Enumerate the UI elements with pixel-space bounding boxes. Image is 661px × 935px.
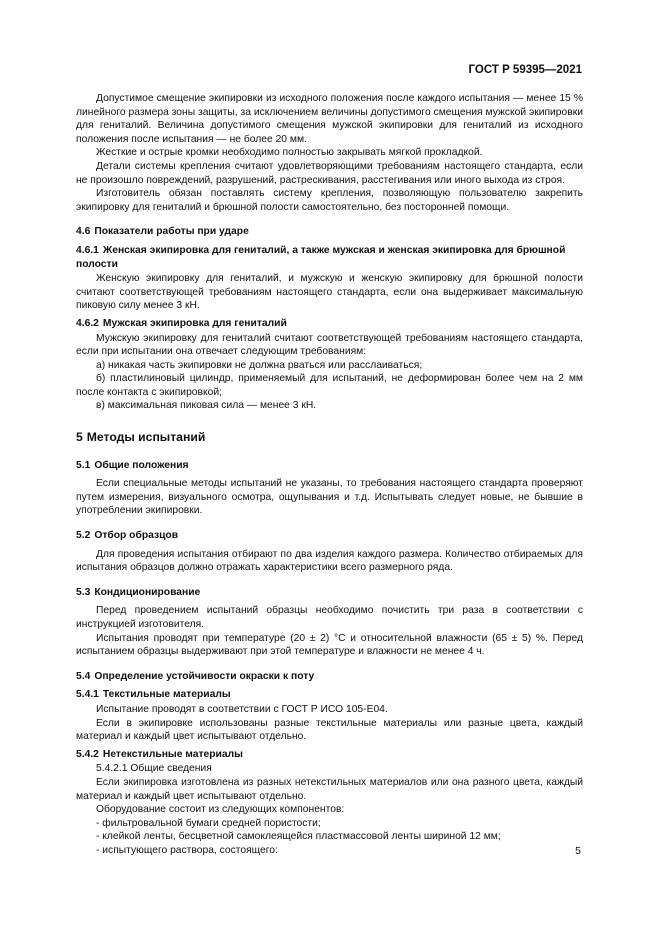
heading-text: Определение устойчивости окраски к поту — [94, 670, 315, 682]
paragraph: Детали системы крепления считают удовлетворяющими требованиям настоящего стандарта, если не произошло повреждений, разрушений, растрескивания, расстегивания или иного выхода из строя. — [76, 160, 583, 186]
paragraph: Допустимое смещение экипировки из исходного положения после каждого испытания — менее 15 % линейного размера зоны защиты, за исключением величины допустимого смещения мужской экипировки для гениталий. Величина допустимого смещения мужской экипировки для гениталий из исходного положения после испытания — не более 20 мм. — [76, 93, 583, 145]
paragraph: Испытания проводят при температуре (20 ± 2) °С и относительной влажности (65 ± 5) %. Перед испытанием образцы выдерживают при этой температуре и влажности не менее 4 ч. — [76, 632, 583, 658]
item-heading — [76, 748, 583, 762]
paragraph: - испытующего раствора, состоящего: — [96, 844, 278, 856]
paragraph: Изготовитель обязан поставлять систему крепления, позволяющую пользователю закрепить экипировку для гениталий и брюшной полости самостоятельно, без посторонней помощи. — [76, 188, 583, 213]
heading-number: 4.6.1 — [76, 244, 99, 256]
subsection-heading — [76, 459, 583, 473]
heading-number: 5.1 — [76, 459, 91, 471]
heading-number: 5.2 — [76, 530, 91, 542]
heading-number: 4.6.2 — [76, 317, 99, 329]
paragraph: 5.4.2.1 Общие сведения — [96, 763, 212, 775]
paragraph: б) пластилиновый цилиндр, применяемый для испытаний, не деформирован более чем на 2 мм после контакта с экипировкой; — [76, 373, 583, 398]
paragraph: - клейкой ленты, бесцветной самоклеящейся пластмассовой ленты шириной 12 мм; — [96, 831, 501, 843]
section-heading — [76, 431, 583, 445]
paragraph: Если экипировка изготовлена из разных нетекстильных материалов или она разного цвета, каждый материал и каждый цвет испытывают отдельно. — [76, 776, 583, 802]
heading-text: Кондиционирование — [94, 586, 201, 598]
paragraph: а) никакая часть экипировки не должна рваться или расслаиваться; — [96, 359, 423, 371]
item-heading — [76, 688, 583, 702]
heading-text: Отбор образцов — [94, 530, 179, 542]
paragraph: Если специальные методы испытаний не указаны, то требования настоящего стандарта проверяют путем измерения, визуального осмотра, ощупывания и т.д. Испытывать следует новые, не бывшие в употреблении экипировки. — [76, 478, 583, 517]
heading-text: Общие положения — [94, 459, 189, 471]
heading-text: Методы испытаний — [86, 430, 206, 445]
item-heading — [76, 244, 583, 271]
heading-text: Мужская экипировка для гениталий — [102, 317, 287, 329]
paragraph: Мужскую экипировку для гениталий считают соответствующей требованиям настоящего стандарта, если при испытании она отвечает следующим требованиям: — [76, 332, 583, 358]
heading-number: 5.3 — [76, 586, 91, 598]
document-body — [76, 92, 583, 858]
paragraph: - фильтровальной бумаги средней пористости; — [96, 817, 321, 829]
heading-text: Текстильные материалы — [102, 689, 231, 701]
paragraph: Женскую экипировку для гениталий, и мужскую и женскую экипировку для брюшной полости считают соответствующей требованиям настоящего стандарта, если она выдерживает максимальную пиковую силу менее 3 кН. — [76, 273, 583, 312]
paragraph: Если в экипировке использованы разные текстильные материалы или разные цвета, каждый материал и каждый цвет испытывают отдельно. — [76, 717, 583, 743]
item-heading — [76, 317, 583, 331]
paragraph: в) максимальная пиковая сила — менее 3 кН. — [96, 400, 317, 412]
subsection-heading — [76, 670, 583, 684]
heading-text: Нетекстильные материалы — [102, 748, 243, 760]
heading-number: 5 — [76, 430, 83, 445]
heading-text: Показатели работы при ударе — [94, 226, 249, 238]
heading-text: Женская экипировка для гениталий, а также мужская и женская экипировка для брюшной полости — [76, 244, 566, 270]
subsection-heading — [76, 529, 583, 543]
heading-number: 5.4.2 — [76, 748, 99, 760]
paragraph: Оборудование состоит из следующих компонентов: — [96, 804, 345, 816]
page-number: 5 — [575, 845, 581, 857]
heading-number: 5.4.1 — [76, 689, 99, 701]
subsection-heading — [76, 586, 583, 600]
heading-number: 5.4 — [76, 670, 91, 682]
paragraph: Для проведения испытания отбирают по два изделия каждого размера. Количество отбираемых для испытания образцов должно отражать характеристики всего размерного ряда. — [76, 548, 583, 574]
subsection-heading — [76, 225, 583, 239]
document-header: ГОСТ Р 59395—2021 — [468, 64, 582, 76]
heading-number: 4.6 — [76, 226, 91, 238]
paragraph: Испытание проводят в соответствии с ГОСТ Р ИСО 105-Е04. — [96, 703, 388, 715]
paragraph: Жесткие и острые кромки необходимо полностью закрывать мягкой прокладкой. — [96, 147, 483, 159]
paragraph: Перед проведением испытаний образцы необходимо почистить три раза в соответствии с инструкцией изготовителя. — [76, 605, 583, 630]
